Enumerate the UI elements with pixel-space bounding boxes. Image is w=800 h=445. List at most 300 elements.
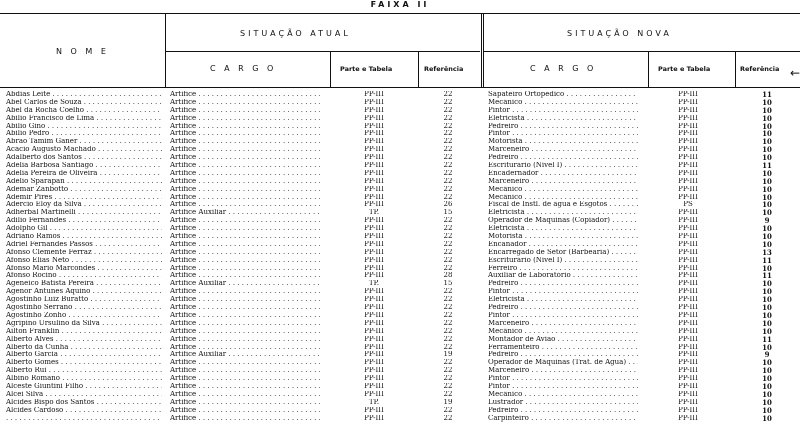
referencia-atual-cell: 22 [443, 335, 453, 343]
cargo-novo-cell: Eletricista . . . [488, 296, 638, 304]
cargo-atual-cell: Artífice . . . [170, 154, 320, 162]
name-cell: Abílio Francisco de Lima . . . [6, 115, 162, 123]
parte-tabela-novo-cell: PP-III [678, 288, 698, 296]
parte-tabela-novo-cell: PP-III [678, 406, 698, 414]
parte-tabela-novo-cell: PP-III [678, 382, 698, 390]
cargo-novo-cell: Mecânico . . . [488, 391, 638, 399]
cargo-atual-cell: Artífice . . . [170, 383, 320, 391]
parte-tabela-atual-cell: PP-III [364, 351, 384, 359]
name-cell: Afonso Clemente Ferraz . . . [6, 249, 162, 257]
table-row [0, 241, 800, 249]
referencia-novo-cell: 10 [762, 201, 772, 210]
parte-tabela-novo-cell: PP-III [678, 264, 698, 272]
cargo-novo-cell: Motorista . . . [488, 138, 638, 146]
referencia-atual-cell: 19 [443, 351, 453, 359]
parte-tabela-novo-cell: PP-III [678, 240, 698, 248]
referencia-novo-cell: 10 [762, 138, 772, 147]
referencia-atual-cell: 22 [443, 382, 453, 390]
referencia-novo-cell: 10 [762, 304, 772, 312]
divider [165, 13, 166, 88]
referencia-atual-cell: 15 [443, 280, 453, 288]
name-cell: Agostinho Luiz Buratto . . . [6, 296, 162, 304]
parte-tabela-novo-header: Parte e Tabela [658, 65, 711, 73]
cargo-atual-cell: Artífice . . . [170, 130, 320, 138]
name-cell: Abrão Tamim Ganer . . . [6, 138, 162, 146]
referencia-atual-cell: 22 [443, 288, 453, 296]
referencia-novo-cell: 10 [762, 375, 772, 383]
name-cell: Abel da Rocha Coelho . . . [6, 107, 162, 115]
referencia-atual-cell: 22 [443, 327, 453, 335]
parte-tabela-atual-cell: PP-III [364, 91, 384, 98]
table-row [0, 194, 800, 202]
cargo-atual-cell: Artífice . . . [170, 359, 320, 367]
cargo-atual-cell: Artífice . . . [170, 99, 320, 107]
table-row [0, 115, 800, 123]
parte-tabela-atual-cell: PP-III [364, 122, 384, 130]
cargo-novo-cell: Marceneiro . . . [488, 146, 638, 154]
table-row [0, 209, 800, 217]
table-row [0, 272, 800, 280]
parte-tabela-novo-cell: PP-III [678, 233, 698, 241]
cargo-novo-cell: Pedreiro . . . [488, 280, 638, 288]
parte-tabela-atual-cell: PP-III [364, 177, 384, 185]
divider [330, 51, 331, 88]
table-row [0, 312, 800, 320]
table-row [0, 123, 800, 131]
divider [481, 13, 482, 88]
name-cell: Abílio Gino . . . [6, 123, 162, 131]
referencia-atual-cell: 22 [443, 146, 453, 154]
cargo-novo-cell: Montador de Avião . . . [488, 336, 638, 344]
parte-tabela-atual-cell: PP-III [364, 146, 384, 154]
cargo-atual-cell: Artífice . . . [170, 115, 320, 123]
cargo-atual-cell: Artífice . . . [170, 178, 320, 186]
cargo-novo-cell: Motorista . . . [488, 233, 638, 241]
divider [735, 51, 736, 88]
cargo-novo-cell: Sapateiro Ortopédico . . . [488, 91, 638, 99]
cargo-novo-cell: Pedreiro . . . [488, 407, 638, 415]
cargo-atual-cell: Artífice . . . [170, 375, 320, 383]
name-cell: Agostinho Zonho . . . [6, 312, 162, 320]
cargo-atual-cell: Artífice . . . [170, 146, 320, 154]
referencia-novo-cell: 10 [762, 177, 772, 186]
cargo-atual-cell: Artífice . . . [170, 415, 320, 423]
name-cell: Adílio Fernandes . . . [6, 217, 162, 225]
referencia-atual-cell: 22 [443, 169, 453, 177]
name-cell: Agenor Antunes Aquino . . . [6, 288, 162, 296]
referencia-novo-cell: 13 [762, 248, 772, 257]
cargo-novo-cell: Lustrador . . . [488, 399, 638, 407]
cargo-novo-cell: Mecânico . . . [488, 194, 638, 202]
parte-tabela-novo-cell: PP-III [678, 414, 698, 422]
page-title: FAIXA II [370, 0, 430, 9]
referencia-novo-cell: 11 [762, 272, 772, 281]
referencia-novo-cell: 10 [762, 185, 772, 194]
referencia-novo-cell: 10 [762, 130, 772, 139]
referencia-atual-cell: 22 [443, 114, 453, 122]
referencia-atual-cell: 22 [443, 414, 453, 422]
referencia-atual-cell: 22 [443, 311, 453, 319]
parte-tabela-atual-cell: PP-III [364, 193, 384, 201]
cargo-atual-cell: Artífice . . . [170, 162, 320, 170]
parte-tabela-novo-cell: PP-III [678, 280, 698, 288]
cargo-novo-cell: Eletricista . . . [488, 225, 638, 233]
table-body [0, 91, 800, 422]
name-cell: Adriel Fernandes Passos . . . [6, 241, 162, 249]
referencia-novo-cell: 9 [764, 351, 770, 360]
name-cell: Adélia Barbosa Santiago . . . [6, 162, 162, 170]
parte-tabela-novo-cell: PP-III [678, 256, 698, 264]
cargo-novo-cell: Pintor . . . [488, 288, 638, 296]
cargo-novo-cell: Escriturário (Nível I) . . . [488, 162, 638, 170]
cargo-novo-cell: Eletricista . . . [488, 115, 638, 123]
name-cell: Adherbal Martinelli . . . [6, 209, 162, 217]
referencia-atual-cell: 22 [443, 367, 453, 375]
referencia-novo-cell: 10 [762, 414, 772, 423]
parte-tabela-atual-cell: PP-III [364, 382, 384, 390]
referencia-atual-cell: 22 [443, 91, 453, 98]
referencia-novo-cell: 10 [762, 154, 772, 163]
parte-tabela-atual-cell: PP-III [364, 98, 384, 106]
name-cell: Adalberto dos Santos . . . [6, 154, 162, 162]
cargo-atual-cell: Artífice . . . [170, 367, 320, 375]
cargo-atual-cell: Artífice . . . [170, 312, 320, 320]
parte-tabela-atual-cell: PP-III [364, 130, 384, 138]
name-cell: Adolpho Gil . . . [6, 225, 162, 233]
cargo-atual-cell: Artífice . . . [170, 399, 320, 407]
parte-tabela-atual-cell: PP-III [364, 367, 384, 375]
referencia-novo-cell: 9 [764, 217, 770, 226]
cargo-novo-cell: Ferreiro . . . [488, 265, 638, 273]
cargo-atual-cell: Artífice . . . [170, 304, 320, 312]
parte-tabela-atual-cell: PP-III [364, 185, 384, 193]
parte-tabela-novo-cell: PP-III [678, 304, 698, 312]
referencia-novo-cell: 10 [762, 209, 772, 218]
parte-tabela-atual-cell: PP-III [364, 248, 384, 256]
situacao-atual-header: SITUAÇÃO ATUAL [240, 29, 351, 38]
referencia-novo-cell: 10 [762, 359, 772, 368]
cargo-atual-cell: Artífice . . . [170, 170, 320, 178]
name-cell: Agripino Ursulino da Silva . . . [6, 320, 162, 328]
referencia-atual-cell: 22 [443, 390, 453, 398]
referencia-novo-cell: 10 [762, 280, 772, 289]
parte-tabela-atual-cell: PP-III [364, 375, 384, 383]
cargo-atual-cell: Artífice . . . [170, 407, 320, 415]
parte-tabela-novo-cell: PP-III [678, 114, 698, 122]
parte-tabela-novo-cell: PP-III [678, 138, 698, 146]
referencia-novo-cell: 10 [762, 264, 772, 273]
parte-tabela-novo-cell: PP-III [678, 209, 698, 217]
cargo-novo-cell: Pintor . . . [488, 383, 638, 391]
cargo-atual-cell: Artífice . . . [170, 296, 320, 304]
table-row [0, 138, 800, 146]
referencia-novo-cell: 10 [762, 311, 772, 320]
referencia-atual-cell: 22 [443, 406, 453, 414]
cargo-novo-cell: Pintor . . . [488, 107, 638, 115]
parte-tabela-atual-cell: PP-III [364, 311, 384, 319]
name-cell: Alcides Bispo dos Santos . . . [6, 399, 162, 407]
parte-tabela-atual-cell: PP-III [364, 138, 384, 146]
cargo-novo-header: C A R G O [530, 64, 597, 73]
divider [648, 51, 649, 88]
cargo-novo-cell: Encanador . . . [488, 241, 638, 249]
referencia-atual-cell: 15 [443, 209, 453, 217]
name-cell: Afonso Mario Marcondes . . . [6, 265, 162, 273]
referencia-atual-cell: 22 [443, 304, 453, 312]
cargo-novo-cell: Mecânico . . . [488, 186, 638, 194]
referencia-atual-cell: 28 [443, 272, 453, 280]
table-row [0, 99, 800, 107]
referencia-atual-cell: 22 [443, 138, 453, 146]
cargo-novo-cell: Marceneiro . . . [488, 367, 638, 375]
parte-tabela-atual-cell: PP-III [364, 217, 384, 225]
name-cell: Alberto Rui . . . [6, 367, 162, 375]
parte-tabela-novo-cell: PP-III [678, 367, 698, 375]
name-cell: Agostinho Serrano . . . [6, 304, 162, 312]
table-row [0, 225, 800, 233]
cargo-atual-cell: Artífice . . . [170, 265, 320, 273]
referencia-atual-cell: 22 [443, 106, 453, 114]
parte-tabela-atual-cell: PP-III [364, 327, 384, 335]
cargo-novo-cell: Auxiliar de Laboratório . . . [488, 272, 638, 280]
name-cell: Adélia Pereira de Oliveira . . . [6, 170, 162, 178]
parte-tabela-novo-cell: PP-III [678, 248, 698, 256]
parte-tabela-novo-cell: PP-III [678, 122, 698, 130]
referencia-novo-cell: 10 [762, 225, 772, 234]
parte-tabela-novo-cell: PP-III [678, 146, 698, 154]
referencia-novo-cell: 10 [762, 106, 772, 115]
parte-tabela-novo-cell: PP-III [678, 272, 698, 280]
referencia-atual-cell: 22 [443, 240, 453, 248]
cargo-novo-cell: Pintor . . . [488, 375, 638, 383]
arrow-icon: ← [789, 66, 800, 80]
parte-tabela-novo-cell: PP-III [678, 398, 698, 406]
table-row [0, 91, 800, 99]
cargo-novo-cell: Mecânico . . . [488, 99, 638, 107]
parte-tabela-atual-cell: PP-III [364, 304, 384, 312]
parte-tabela-atual-cell: PP-III [364, 201, 384, 209]
parte-tabela-atual-cell: PP-III [364, 359, 384, 367]
name-cell: Ademar Zanbotto . . . [6, 186, 162, 194]
parte-tabela-atual-cell: PP-III [364, 390, 384, 398]
name-cell: Abel Carlos de Souza . . . [6, 99, 162, 107]
cargo-novo-cell: Marceneiro . . . [488, 320, 638, 328]
referencia-atual-cell: 22 [443, 359, 453, 367]
referencia-novo-cell: 10 [762, 288, 772, 297]
cargo-atual-cell: Artífice Auxiliar . . . [170, 280, 320, 288]
table-row [0, 383, 800, 391]
table-row [0, 304, 800, 312]
parte-tabela-novo-cell: PP-III [678, 343, 698, 351]
referencia-atual-cell: 19 [443, 398, 453, 406]
table-row [0, 359, 800, 367]
cargo-atual-cell: Artífice . . . [170, 272, 320, 280]
cargo-atual-cell: Artífice . . . [170, 201, 320, 209]
parte-tabela-atual-header: Parte e Tabela [340, 65, 393, 73]
parte-tabela-novo-cell: PP-III [678, 217, 698, 225]
name-cell: Alceste Giuntini Filho . . . [6, 383, 162, 391]
cargo-atual-cell: Artífice . . . [170, 123, 320, 131]
parte-tabela-atual-cell: PP-III [364, 169, 384, 177]
parte-tabela-novo-cell: PP-III [678, 359, 698, 367]
name-cell: Afonso Elias Neto . . . [6, 257, 162, 265]
name-cell: Ademir Pires . . . [6, 194, 162, 202]
cargo-atual-cell: Artífice . . . [170, 233, 320, 241]
parte-tabela-novo-cell: PP-III [678, 106, 698, 114]
referencia-atual-cell: 22 [443, 154, 453, 162]
table-row [0, 320, 800, 328]
parte-tabela-novo-cell: PP-III [678, 193, 698, 201]
parte-tabela-novo-cell: PP-III [678, 98, 698, 106]
name-cell: Ailton Franklin . . . [6, 328, 162, 336]
table-row [0, 170, 800, 178]
table-row [0, 186, 800, 194]
parte-tabela-novo-cell: PP-III [678, 327, 698, 335]
table-row [0, 407, 800, 415]
parte-tabela-novo-cell: PP-III [678, 390, 698, 398]
table-row [0, 249, 800, 257]
cargo-atual-cell: Artífice . . . [170, 336, 320, 344]
referencia-novo-cell: 10 [762, 406, 772, 415]
parte-tabela-novo-cell: PS [683, 201, 693, 209]
name-cell: Alcei Silva . . . [6, 391, 162, 399]
cargo-atual-cell: Artífice . . . [170, 257, 320, 265]
cargo-atual-cell: Artífice . . . [170, 328, 320, 336]
table-row [0, 217, 800, 225]
name-cell: Alberto da Cunha . . . [6, 344, 162, 352]
cargo-atual-cell: Artífice . . . [170, 194, 320, 202]
table-row [0, 178, 800, 186]
referencia-atual-cell: 22 [443, 233, 453, 241]
referencia-novo-header: Referência [740, 65, 780, 73]
cargo-atual-cell: Artífice . . . [170, 217, 320, 225]
parte-tabela-atual-cell: PP-III [364, 406, 384, 414]
nome-header: N O M E [56, 47, 109, 56]
referencia-atual-cell: 22 [443, 217, 453, 225]
referencia-atual-header: Referência [424, 65, 464, 73]
table-row [0, 367, 800, 375]
referencia-atual-cell: 22 [443, 225, 453, 233]
table-row [0, 146, 800, 154]
cargo-novo-cell: Pintor . . . [488, 312, 638, 320]
parte-tabela-atual-cell: TP. [368, 280, 380, 288]
header-top-rule [0, 13, 800, 14]
referencia-atual-cell: 22 [443, 122, 453, 130]
referencia-atual-cell: 22 [443, 177, 453, 185]
table-row [0, 280, 800, 288]
cargo-atual-cell: Artífice . . . [170, 391, 320, 399]
name-cell: Acácio Augusto Machado . . . [6, 146, 162, 154]
name-cell: Alberto Alves . . . [6, 336, 162, 344]
referencia-atual-cell: 22 [443, 296, 453, 304]
cargo-novo-cell: Pedreiro . . . [488, 304, 638, 312]
table-row [0, 162, 800, 170]
parte-tabela-atual-cell: PP-III [364, 233, 384, 241]
cargo-atual-cell: Artífice Auxiliar . . . [170, 351, 320, 359]
referencia-atual-cell: 26 [443, 201, 453, 209]
cargo-novo-cell: Operador de Máquinas (Trat. de Água) . . . [488, 359, 638, 367]
cargo-atual-cell: Artífice . . . [170, 91, 320, 99]
referencia-novo-cell: 10 [762, 296, 772, 305]
name-cell: Afonso Rocino . . . [6, 272, 162, 280]
cargo-atual-cell: Artífice . . . [170, 241, 320, 249]
referencia-novo-cell: 10 [762, 327, 772, 336]
cargo-atual-cell: Artífice . . . [170, 320, 320, 328]
table-row [0, 351, 800, 359]
header-bottom-rule [0, 87, 800, 88]
table-row [0, 130, 800, 138]
table-header [0, 13, 800, 88]
parte-tabela-novo-cell: PP-III [678, 130, 698, 138]
table-row [0, 257, 800, 265]
referencia-atual-cell: 22 [443, 248, 453, 256]
parte-tabela-novo-cell: PP-III [678, 177, 698, 185]
referencia-novo-cell: 10 [762, 240, 772, 249]
table-row [0, 265, 800, 273]
referencia-atual-cell: 22 [443, 375, 453, 383]
cargo-atual-cell: Artífice . . . [170, 107, 320, 115]
referencia-atual-cell: 22 [443, 264, 453, 272]
cargo-novo-cell: Ferramenteiro . . . [488, 344, 638, 352]
referencia-novo-cell: 10 [762, 122, 772, 131]
referencia-atual-cell: 22 [443, 162, 453, 170]
cargo-novo-cell: Operador de Máquinas (Copiador) . . . [488, 217, 638, 225]
referencia-atual-cell: 22 [443, 130, 453, 138]
name-cell: Abdias Leite . . . [6, 91, 162, 99]
parte-tabela-atual-cell: PP-III [364, 225, 384, 233]
parte-tabela-atual-cell: PP-III [364, 288, 384, 296]
table-row [0, 344, 800, 352]
referencia-atual-cell: 22 [443, 256, 453, 264]
referencia-atual-cell: 22 [443, 98, 453, 106]
table-row [0, 288, 800, 296]
parte-tabela-atual-cell: PP-III [364, 335, 384, 343]
parte-tabela-novo-cell: PP-III [678, 91, 698, 98]
cargo-novo-cell: Pedreiro . . . [488, 123, 638, 131]
table-row [0, 154, 800, 162]
cargo-atual-cell: Artífice . . . [170, 344, 320, 352]
referencia-novo-cell: 11 [762, 256, 772, 265]
parte-tabela-novo-cell: PP-III [678, 319, 698, 327]
referencia-novo-cell: 10 [762, 114, 772, 123]
parte-tabela-novo-cell: PP-III [678, 311, 698, 319]
name-cell: Adélio Sparapan . . . [6, 178, 162, 186]
referencia-novo-cell: 10 [762, 146, 772, 155]
divider [418, 51, 419, 88]
referencia-novo-cell: 10 [762, 398, 772, 407]
table-row [0, 328, 800, 336]
situacao-atual-rule [165, 51, 480, 52]
parte-tabela-novo-cell: PP-III [678, 169, 698, 177]
cargo-novo-cell: Encarregado de Setor (Barbearia) . . . [488, 249, 638, 257]
name-cell [6, 415, 162, 423]
cargo-novo-cell: Eletricista . . . [488, 209, 638, 217]
cargo-novo-cell: Carpinteiro . . . [488, 415, 638, 423]
table-row [0, 233, 800, 241]
situacao-nova-rule [483, 51, 800, 52]
referencia-novo-cell: 10 [762, 343, 772, 352]
parte-tabela-atual-cell: PP-III [364, 240, 384, 248]
parte-tabela-atual-cell: TP. [368, 209, 380, 217]
name-cell: Alberto Gomes . . . [6, 359, 162, 367]
table-row [0, 415, 800, 423]
cargo-atual-cell: Artífice . . . [170, 186, 320, 194]
parte-tabela-atual-cell: PP-III [364, 106, 384, 114]
parte-tabela-novo-cell: PP-III [678, 162, 698, 170]
parte-tabela-atual-cell: PP-III [364, 114, 384, 122]
cargo-atual-cell: Artífice . . . [170, 288, 320, 296]
referencia-novo-cell: 10 [762, 367, 772, 376]
